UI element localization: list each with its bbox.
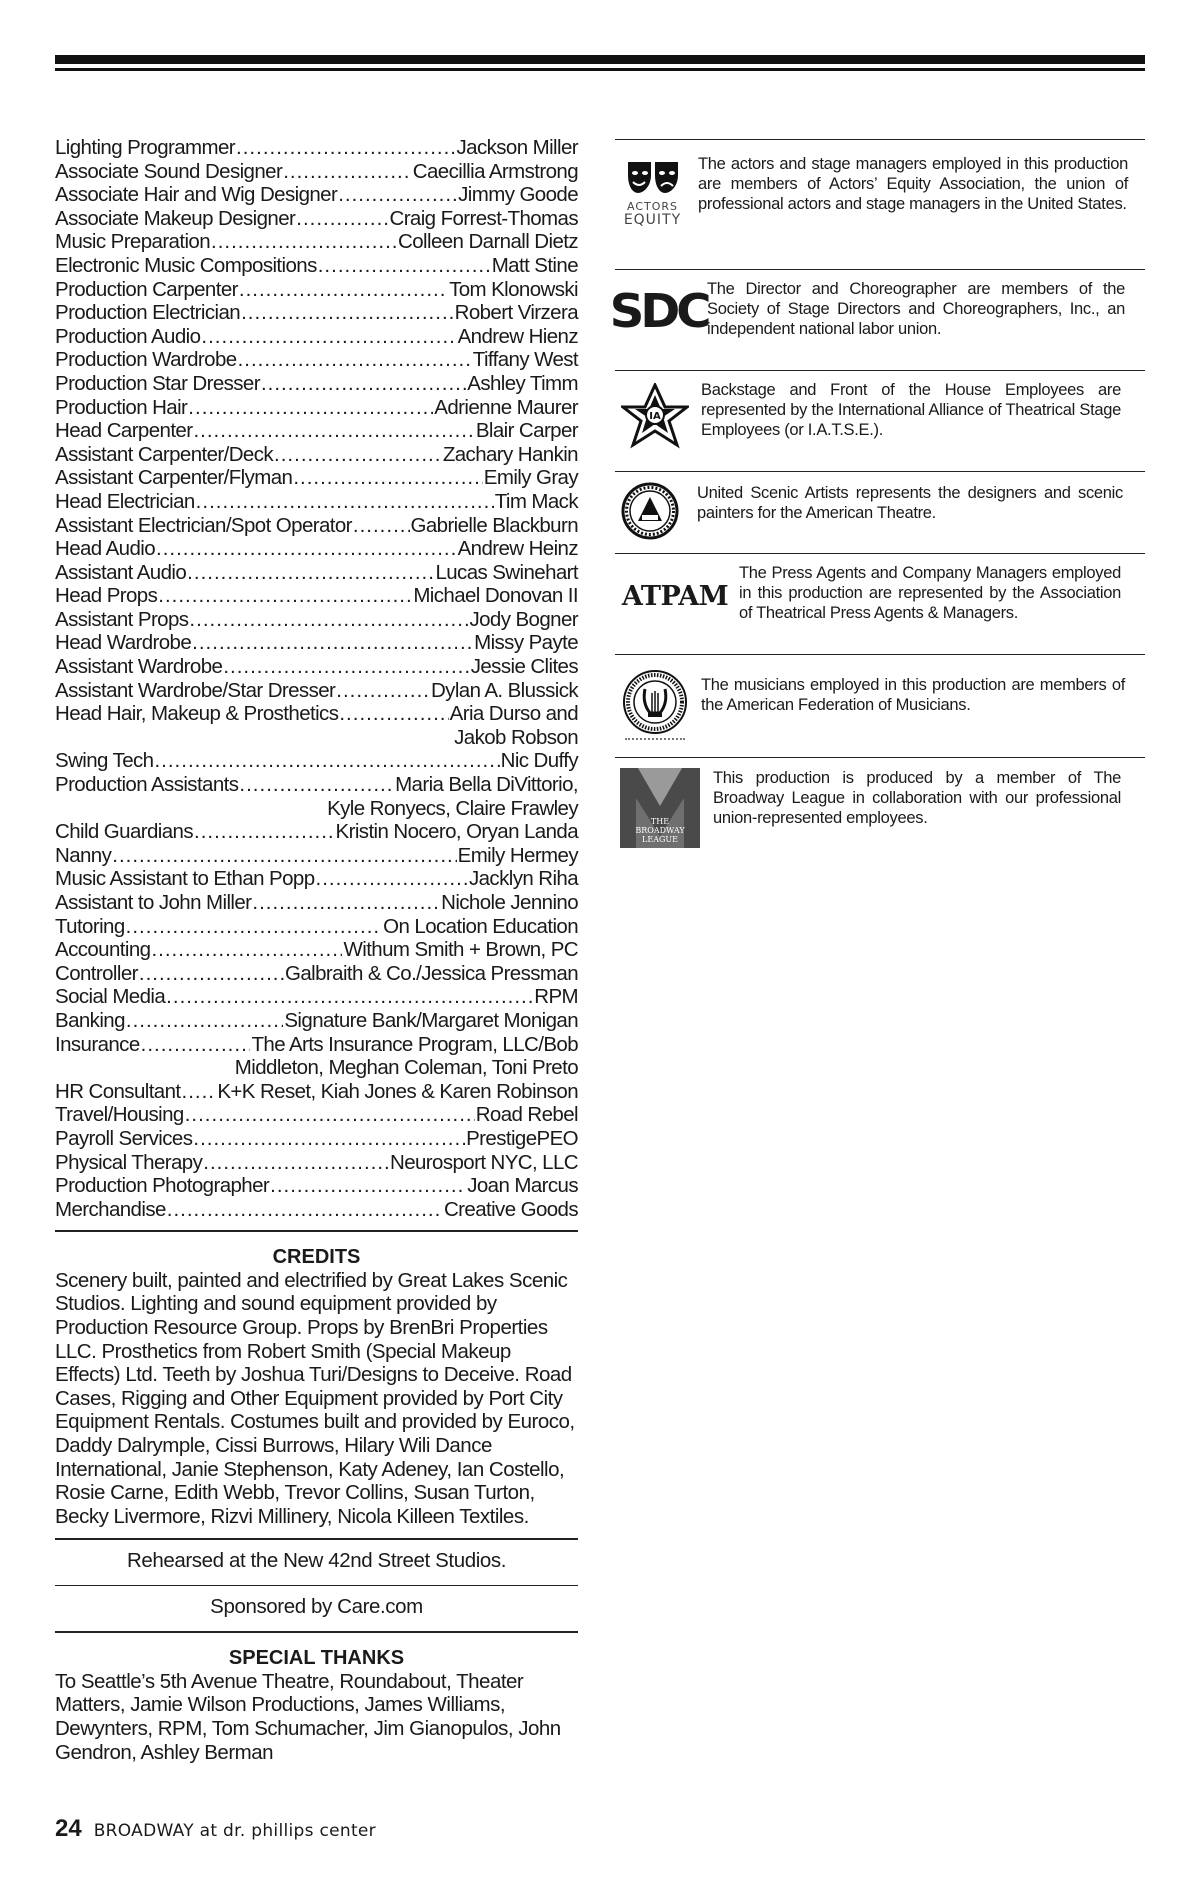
leader-dots <box>188 396 433 420</box>
staff-name-continued: Middleton, Meghan Coleman, Toni Preto <box>234 1056 578 1080</box>
staff-name: Withum Smith + Brown, PC <box>343 938 578 962</box>
special-thanks-title: SPECIAL THANKS <box>228 1646 405 1669</box>
staff-role: Head Carpenter <box>55 419 193 443</box>
staff-row <box>55 1151 578 1175</box>
sdc-text: The Director and Choreographer are members of the Society of Stage Directors and Choreographers, Inc., an independent national labor union. <box>707 280 1125 339</box>
staff-row <box>55 655 578 679</box>
staff-row <box>55 1033 578 1057</box>
staff-row <box>55 301 578 325</box>
leader-dots <box>203 1151 389 1175</box>
staff-name: Jimmy Goode <box>458 183 578 207</box>
staff-row <box>55 1174 578 1198</box>
staff-role: Head Audio <box>55 537 156 561</box>
rehearsed-note: Rehearsed at the New 42nd Street Studios. <box>126 1548 507 1572</box>
leader-dots <box>223 655 469 679</box>
staff-row <box>55 584 578 608</box>
leader-dots <box>252 891 440 915</box>
staff-row <box>55 608 578 632</box>
staff-name: Aria Durso and <box>449 702 578 726</box>
staff-role: Associate Makeup Designer <box>55 206 296 230</box>
leader-dots <box>185 1103 475 1127</box>
staff-name: Road Rebel <box>475 1103 578 1127</box>
staff-role: HR Consultant <box>55 1079 181 1103</box>
staff-name: Joan Marcus <box>467 1174 578 1198</box>
special-thanks-text: To Seattle’s 5th Avenue Theatre, Roundabout, Theater Matters, Jamie Wilson Productions, James Williams, Dewynters, RPM, Tom Schumacher, Jim Gianopulos, John Gendron, Ashley Berman <box>55 1669 561 1764</box>
atpam-logo <box>615 563 735 629</box>
atpam-text: The Press Agents and Company Managers employed in this production are represented by the Association of Theatrical Press Agents & Managers. <box>739 564 1121 623</box>
special-thanks-section <box>55 1647 578 1764</box>
staff-role: Merchandise <box>55 1197 166 1221</box>
staff-name-continued: Kyle Ronyecs, Claire Frawley <box>327 796 578 820</box>
staff-role: Banking <box>55 1008 125 1032</box>
staff-row <box>55 490 578 514</box>
leader-dots <box>293 466 482 490</box>
staff-name: Colleen Darnall Dietz <box>398 230 578 254</box>
union-atpam <box>615 553 1145 654</box>
leader-dots <box>318 254 491 278</box>
united-scenic-artists-logo <box>615 477 685 545</box>
staff-name-continued: Jakob Robson <box>454 725 578 749</box>
broadway-league-logo-text-1: THE <box>650 817 670 826</box>
staff-role: Music Preparation <box>55 230 211 254</box>
actors-equity-logo <box>615 159 690 227</box>
staff-name: Matt Stine <box>491 253 578 277</box>
staff-role: Production Wardrobe <box>55 348 237 372</box>
staff-name: Tom Klonowski <box>449 277 578 301</box>
staff-role: Controller <box>55 961 138 985</box>
union-afm <box>615 654 1145 757</box>
staff-row <box>55 1103 578 1127</box>
staff-name: Andrew Heinz <box>457 537 578 561</box>
staff-name: Missy Payte <box>474 631 578 655</box>
staff-role: Production Hair <box>55 395 188 419</box>
staff-name: Dylan A. Blussick <box>430 678 578 702</box>
staff-name: Caecillia Armstrong <box>412 159 578 183</box>
staff-name: Signature Bank/Margaret Monigan <box>284 1008 578 1032</box>
staff-list <box>55 136 578 1221</box>
sdc-logo-text: SDC <box>610 284 708 338</box>
publication-name: BROADWAY at dr. phillips center <box>93 1821 376 1841</box>
staff-role: Associate Sound Designer <box>55 159 283 183</box>
staff-row <box>55 1009 578 1033</box>
staff-row <box>55 419 578 443</box>
leader-dots <box>139 962 284 986</box>
staff-name: Ashley Timm <box>467 371 578 395</box>
staff-role: Travel/Housing <box>55 1103 184 1127</box>
staff-role: Production Star Dresser <box>55 371 260 395</box>
staff-row <box>55 891 578 915</box>
staff-name: On Location Education <box>383 914 578 938</box>
theatre-masks-icon <box>625 159 681 199</box>
staff-role: Accounting <box>55 938 151 962</box>
leader-dots <box>193 1127 465 1151</box>
staff-name: Maria Bella DiVittorio, <box>395 773 578 797</box>
top-rule-thin <box>55 68 1145 71</box>
leader-dots <box>241 301 454 325</box>
iatse-logo-text: IA <box>649 411 661 422</box>
actors-equity-logo-text-1: ACTORS <box>626 200 678 213</box>
leader-dots <box>236 136 456 160</box>
leader-dots <box>151 938 342 962</box>
staff-role: Child Guardians <box>55 820 193 844</box>
leader-dots <box>239 278 448 302</box>
union-equity <box>615 139 1145 269</box>
staff-row <box>55 679 578 703</box>
staff-row <box>55 348 578 372</box>
leader-dots <box>156 537 457 561</box>
leader-dots <box>283 160 412 184</box>
united-scenic-artists-seal-icon <box>620 481 680 541</box>
staff-name: Emily Hermey <box>457 843 578 867</box>
staff-name: Andrew Hienz <box>457 324 578 348</box>
league-text: This production is produced by a member of The Broadway League in collaboration with our professional union-represented employees. <box>713 769 1121 828</box>
staff-row <box>55 915 578 939</box>
broadway-league-logo-text <box>620 817 700 844</box>
usa-text: United Scenic Artists represents the designers and scenic painters for the American Theatre. <box>697 484 1123 523</box>
staff-row <box>55 183 578 207</box>
leader-dots <box>353 514 410 538</box>
staff-row <box>55 962 578 986</box>
staff-role: Head Electrician <box>55 489 195 513</box>
staff-row <box>55 466 578 490</box>
staff-role: Swing Tech <box>55 749 154 773</box>
leader-dots <box>141 1033 251 1057</box>
credits-section <box>55 1246 578 1529</box>
staff-role: Insurance <box>55 1032 140 1056</box>
iatse-emblem-icon <box>621 383 689 453</box>
leader-dots <box>126 915 383 939</box>
top-rule-thick <box>55 55 1145 64</box>
staff-role: Assistant Electrician/Spot Operator <box>55 513 352 537</box>
staff-row <box>55 372 578 396</box>
staff-name: Jacklyn Riha <box>468 867 578 891</box>
staff-row <box>55 443 578 467</box>
staff-role: Assistant Wardrobe <box>55 655 223 679</box>
leader-dots <box>182 1080 217 1104</box>
staff-role: Production Photographer <box>55 1174 270 1198</box>
staff-role: Assistant Props <box>55 607 189 631</box>
leader-dots <box>270 1174 466 1198</box>
leader-dots <box>238 348 472 372</box>
staff-name: Tiffany West <box>472 348 578 372</box>
afm-lyre-seal-icon <box>622 669 688 735</box>
staff-role: Associate Hair and Wig Designer <box>55 183 338 207</box>
leader-dots <box>167 1198 443 1222</box>
leader-dots <box>158 584 412 608</box>
broadway-league-logo-text-2: BROADWAY <box>635 826 685 835</box>
staff-row <box>55 1127 578 1151</box>
staff-row <box>55 396 578 420</box>
staff-row <box>55 820 578 844</box>
staff-name: Neurosport NYC, LLC <box>390 1150 578 1174</box>
equity-text: The actors and stage managers employed in this production are members of Actors’ Equity Association, the union of professional actors and stage managers in the United States. <box>698 155 1128 214</box>
staff-name: Emily Gray <box>483 466 578 490</box>
staff-role: Lighting Programmer <box>55 136 236 159</box>
staff-name: Michael Donovan II <box>413 584 578 608</box>
staff-role: Production Electrician <box>55 301 241 325</box>
staff-role: Physical Therapy <box>55 1150 203 1174</box>
staff-role: Assistant Wardrobe/Star Dresser <box>55 678 336 702</box>
staff-name: Lucas Swinehart <box>435 560 578 584</box>
union-usa <box>615 471 1145 553</box>
leader-dots <box>194 820 335 844</box>
staff-row <box>55 160 578 184</box>
leader-dots <box>339 702 448 726</box>
leader-dots <box>296 207 388 231</box>
staff-row <box>55 844 578 868</box>
staff-role: Electronic Music Compositions <box>55 253 317 277</box>
atpam-logo-text: ATPAM <box>621 580 729 612</box>
staff-name: Creative Goods <box>443 1197 578 1221</box>
staff-name: Adrienne Maurer <box>434 395 578 419</box>
staff-row <box>55 985 578 1009</box>
staff-row <box>55 136 578 160</box>
afm-text: The musicians employed in this production are members of the American Federation of Musicians. <box>701 676 1125 715</box>
staff-role: Payroll Services <box>55 1126 193 1150</box>
leader-dots <box>261 372 466 396</box>
credits-text: Scenery built, painted and electrified by Great Lakes Scenic Studios. Lighting and sound equipment provided by Production Resource Group. Props by BrenBri Properties LLC. Prosthetics from Robert Smith (Special Makeup Effects) Ltd. Teeth by Joshua Turi/Designs to Deceive. Road Cases, Rigging and Other Equipment provided by Port City Equipment Rentals. Costumes built and provided by Euroco, Daddy Dalrymple, Cissi Burrows, Hilary Wili Dance International, Janie Stephenson, Katy Adeney, Ian Costello, Rosie Carne, Edith Webb, Trevor Collins, Susan Turton, Becky Livermore, Rizvi Millinery, Nicola Killeen Textiles. <box>55 1268 575 1528</box>
leader-dots <box>336 679 430 703</box>
leader-dots <box>154 749 499 773</box>
divider <box>55 1230 578 1232</box>
staff-role: Head Props <box>55 584 158 608</box>
staff-row <box>55 514 578 538</box>
staff-name: Jody Bogner <box>469 607 578 631</box>
leader-dots <box>189 608 468 632</box>
staff-name: Tim Mack <box>494 489 578 513</box>
right-column <box>610 139 1145 856</box>
staff-role: Social Media <box>55 985 166 1009</box>
staff-row <box>55 749 578 773</box>
leader-dots <box>166 985 533 1009</box>
staff-role: Assistant Audio <box>55 560 187 584</box>
leader-dots <box>211 230 397 254</box>
staff-name: Jackson Miller <box>456 136 578 159</box>
staff-role: Production Audio <box>55 324 201 348</box>
page-footer <box>55 1815 376 1843</box>
credits-title: CREDITS <box>272 1245 361 1268</box>
top-rule <box>55 55 1145 71</box>
actors-equity-logo-text-2: EQUITY <box>623 212 682 228</box>
staff-role: Assistant Carpenter/Flyman <box>55 466 293 490</box>
broadway-league-logo <box>615 766 705 850</box>
divider <box>55 1631 578 1633</box>
sdc-logo <box>610 279 708 343</box>
staff-row <box>55 631 578 655</box>
staff-row <box>55 773 578 797</box>
sponsored-note: Sponsored by Care.com <box>210 1595 423 1619</box>
staff-name: Craig Forrest-Thomas <box>389 206 578 230</box>
staff-name: Gabrielle Blackburn <box>410 513 578 537</box>
page-number: 24 <box>55 1815 82 1842</box>
staff-name: RPM <box>534 985 578 1009</box>
staff-row <box>55 325 578 349</box>
leader-dots <box>112 844 456 868</box>
leader-dots <box>201 325 456 349</box>
staff-row <box>55 867 578 891</box>
staff-name: K+K Reset, Kiah Jones & Karen Robinson <box>217 1079 578 1103</box>
staff-role: Head Hair, Makeup & Prosthetics <box>55 702 339 726</box>
staff-name: Kristin Nocero, Oryan Landa <box>335 820 578 844</box>
broadway-league-logo-text-3: LEAGUE <box>642 835 678 844</box>
staff-row <box>55 561 578 585</box>
afm-logo <box>615 664 695 748</box>
staff-role: Production Carpenter <box>55 277 238 301</box>
staff-row <box>55 702 578 726</box>
afm-logo-caption-line <box>625 738 685 743</box>
leader-dots <box>239 773 394 797</box>
staff-role: Tutoring <box>55 914 125 938</box>
staff-row <box>55 230 578 254</box>
leader-dots <box>316 867 468 891</box>
staff-name: Nichole Jennino <box>441 891 578 914</box>
staff-role: Nanny <box>55 843 112 867</box>
staff-name: Robert Virzera <box>454 301 578 325</box>
iatse-logo <box>615 380 695 456</box>
staff-name: Galbraith & Co./Jessica Pressman <box>285 961 578 985</box>
staff-row <box>55 278 578 302</box>
leader-dots <box>338 183 457 207</box>
leader-dots <box>274 443 442 467</box>
staff-name: Jessie Clites <box>470 655 578 679</box>
staff-role: Assistant Carpenter/Deck <box>55 442 274 466</box>
staff-name: Blair Carper <box>475 419 578 443</box>
staff-role: Music Assistant to Ethan Popp <box>55 867 315 891</box>
staff-role: Head Wardrobe <box>55 631 192 655</box>
broadway-league-logo-box <box>620 768 700 848</box>
leader-dots <box>192 631 473 655</box>
staff-name: Zachary Hankin <box>442 442 578 466</box>
staff-row <box>55 254 578 278</box>
staff-name: The Arts Insurance Program, LLC/Bob <box>251 1032 578 1056</box>
staff-role: Production Assistants <box>55 773 239 797</box>
staff-row <box>55 938 578 962</box>
union-iatse <box>615 370 1145 471</box>
staff-row <box>55 207 578 231</box>
staff-row <box>55 1198 578 1222</box>
staff-name: Nic Duffy <box>500 749 578 773</box>
staff-row <box>55 1080 578 1104</box>
staff-row <box>55 537 578 561</box>
staff-name: PrestigePEO <box>466 1126 578 1150</box>
leader-dots <box>126 1009 283 1033</box>
union-sdc <box>610 269 1145 370</box>
staff-role: Assistant to John Miller <box>55 891 252 914</box>
leader-dots <box>187 561 434 585</box>
leader-dots <box>196 490 494 514</box>
left-column <box>55 136 578 1764</box>
union-broadway-league <box>615 757 1145 856</box>
leader-dots <box>193 419 474 443</box>
iatse-text: Backstage and Front of the House Employees are represented by the International Alliance of Theatrical Stage Employees (or I.A.T.S.E.). <box>701 381 1121 440</box>
